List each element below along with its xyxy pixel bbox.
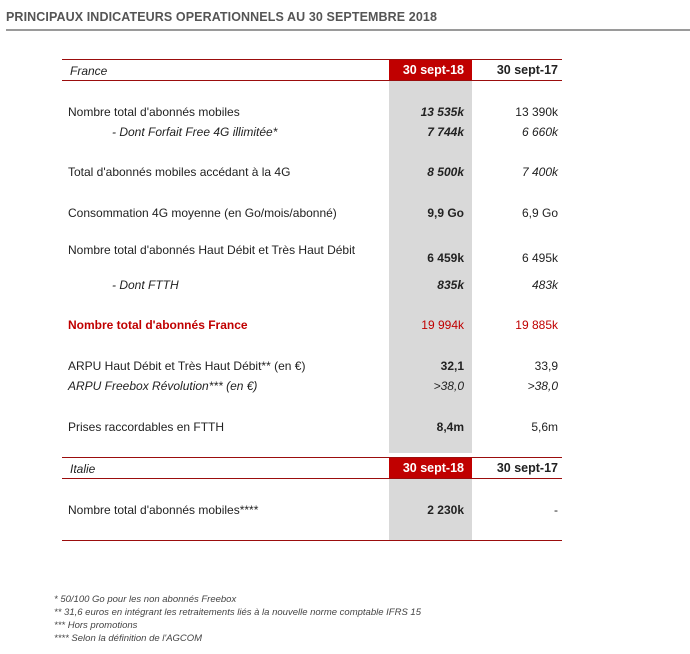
section-header-italie bbox=[62, 457, 562, 479]
row-label: Nombre total d'abonnés mobiles bbox=[68, 105, 240, 119]
row-label: - Dont Forfait Free 4G illimitée* bbox=[112, 125, 278, 139]
row-label: Nombre total d'abonnés mobiles**** bbox=[68, 503, 259, 517]
value-current: >38,0 bbox=[433, 379, 464, 393]
value-previous: 5,6m bbox=[531, 420, 558, 434]
section-header-france bbox=[62, 59, 562, 81]
row-label: Nombre total d'abonnés Haut Débit et Très Haut Débit bbox=[68, 243, 356, 257]
value-previous: 6 660k bbox=[521, 125, 558, 139]
value-previous: 6,9 Go bbox=[521, 206, 558, 220]
indicators-table bbox=[62, 59, 562, 541]
value-current: 2 230k bbox=[427, 503, 464, 517]
value-previous: 483k bbox=[531, 278, 558, 292]
value-current: 13 535k bbox=[420, 105, 464, 119]
value-current: 32,1 bbox=[440, 359, 464, 373]
row-label: Consommation 4G moyenne (en Go/mois/abonné) bbox=[68, 206, 337, 220]
value-previous: 6 495k bbox=[521, 251, 558, 265]
column-header-current: 30 sept-18 bbox=[389, 458, 472, 478]
value-previous: 19 885k bbox=[515, 318, 558, 332]
value-previous: 13 390k bbox=[515, 105, 558, 119]
value-current: 9,9 Go bbox=[427, 206, 464, 220]
section-label: France bbox=[70, 64, 108, 78]
row-label: Nombre total d'abonnés France bbox=[68, 318, 248, 332]
row-label: ARPU Haut Débit et Très Haut Débit** (en €) bbox=[68, 359, 306, 373]
row-label: - Dont FTTH bbox=[112, 278, 179, 292]
page-title: PRINCIPAUX INDICATEURS OPERATIONNELS AU 30 SEPTEMBRE 2018 bbox=[6, 10, 690, 31]
value-current: 8,4m bbox=[436, 420, 464, 434]
value-previous: - bbox=[554, 503, 558, 517]
value-current: 835k bbox=[437, 278, 464, 292]
row-label: Total d'abonnés mobiles accédant à la 4G bbox=[68, 165, 291, 179]
column-header-previous: 30 sept-17 bbox=[496, 461, 558, 475]
footnotes bbox=[54, 593, 421, 645]
value-current: 7 744k bbox=[427, 125, 464, 139]
table-bottom-rule bbox=[62, 540, 562, 541]
value-previous: 7 400k bbox=[521, 165, 558, 179]
value-current: 19 994k bbox=[421, 318, 464, 332]
value-current: 6 459k bbox=[427, 251, 464, 265]
section-label: Italie bbox=[70, 462, 96, 476]
value-previous: >38,0 bbox=[527, 379, 558, 393]
column-header-previous: 30 sept-17 bbox=[496, 63, 558, 77]
row-label: ARPU Freebox Révolution*** (en €) bbox=[68, 379, 258, 393]
column-header-current: 30 sept-18 bbox=[389, 60, 472, 80]
value-current: 8 500k bbox=[427, 165, 464, 179]
footnote: *** Hors promotions bbox=[54, 620, 138, 631]
row-label: Prises raccordables en FTTH bbox=[68, 420, 225, 434]
footnote: ** 31,6 euros en intégrant les retraitements liés à la nouvelle norme comptable IFRS 15 bbox=[54, 607, 422, 618]
value-previous: 33,9 bbox=[534, 359, 558, 373]
footnote: * 50/100 Go pour les non abonnés Freebox bbox=[54, 594, 237, 605]
footnote: **** Selon la définition de l'AGCOM bbox=[54, 633, 203, 644]
